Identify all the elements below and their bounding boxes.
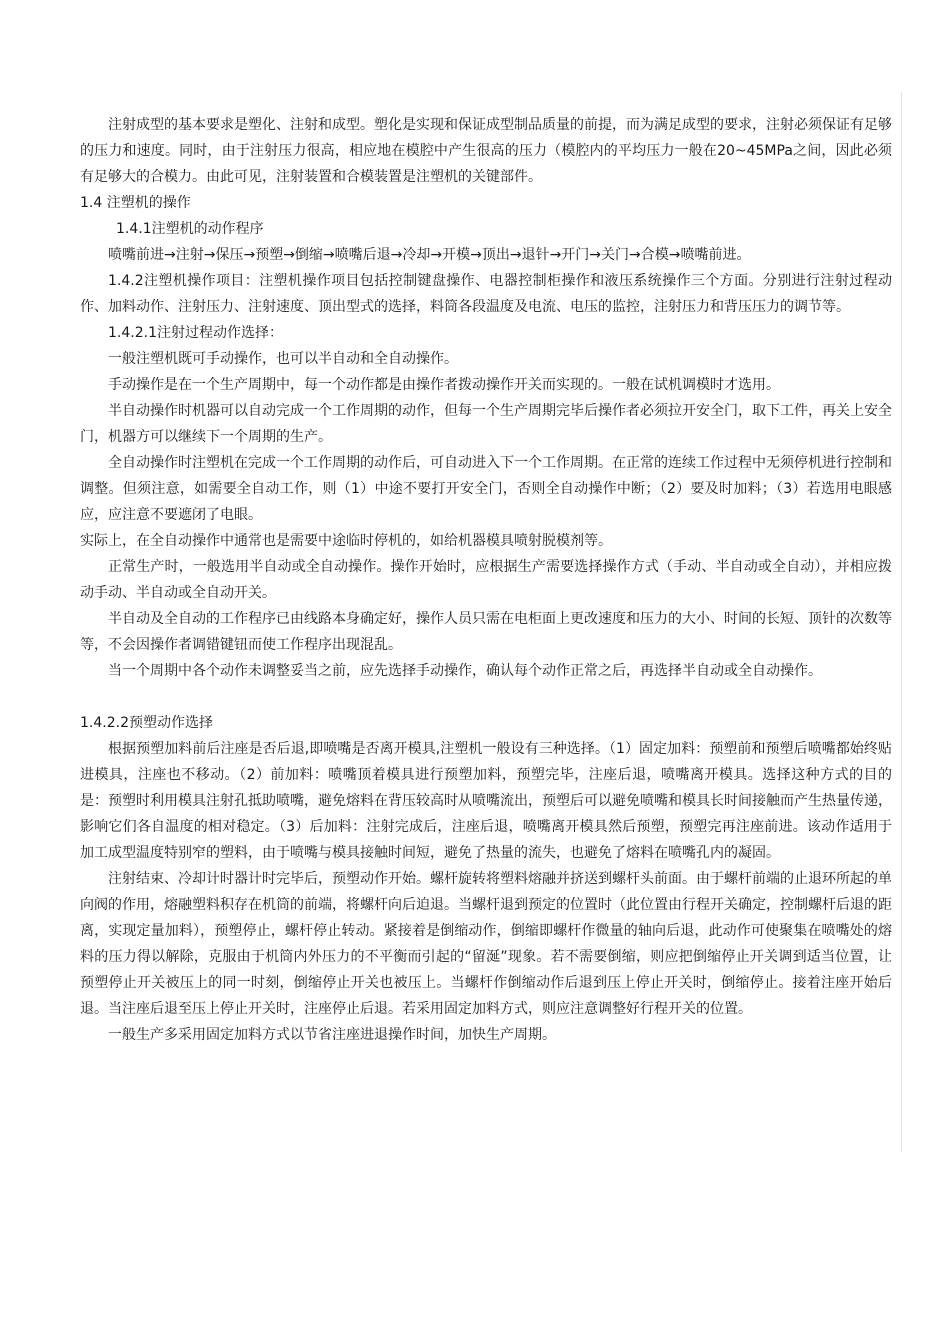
paragraph-screw-process: 注射结束、冷却计时器计时完毕后，预塑动作开始。螺杆旋转将塑料熔融并挤送到螺杆头前面。由于螺杆前端的止退环所起的单向阀的作用，熔融塑料积存在机筒的前端，将螺杆向后迫退。当螺杆退到预定的位置时（此位置由行程开关确定，控制螺杆后退的距离，实现定量加料），预塑停止，螺杆停止转动。紧接着是倒缩动作，倒缩即螺杆作微量的轴向后退，此动作可使聚集在喷嘴处的熔料的压力得以解除，克服由于机筒内外压力的不平衡而引起的“留涎”现象。若不需要倒缩，则应把倒缩停止开关调到适当位置，让预塑停止开关被压上的同一时刻，倒缩停止开关也被压上。当螺杆作倒缩动作后退到压上停止开关时，倒缩停止。接着注座开始后退。当注座后退至压上停止开关时，注座停止后退。若采用固定加料方式，则应注意调整好行程开关的位置。 — [80, 871, 892, 1017]
paragraph-program-fixed: 半自动及全自动的工作程序已由线路本身确定好，操作人员只需在电柜面上更改速度和压力的大小、时间的长短、顶针的次数等等，不会因操作者调错键钮而使工作程序出现混乱。 — [80, 611, 892, 653]
blank-line — [80, 684, 892, 710]
page-edge-line — [901, 92, 902, 1152]
paragraph-semi-auto-mode: 半自动操作时机器可以自动完成一个工作周期的动作，但每一个生产周期完毕后操作者必须拉开安全门，取下工件，再关上安全门，机器方可以继续下一个周期的生产。 — [80, 403, 892, 445]
paragraph-fixed-feeding: 一般生产多采用固定加料方式以节省注座进退操作时间，加快生产周期。 — [108, 1027, 556, 1043]
paragraph-manual-mode: 手动操作是在一个生产周期中，每一个动作都是由操作者拨动操作开关而实现的。一般在试机调模时才选用。 — [108, 377, 780, 393]
section-heading-1-4-1: 1.4.1注塑机的动作程序 — [116, 221, 264, 237]
paragraph-general-modes: 一般注塑机既可手动操作，也可以半自动和全自动操作。 — [108, 351, 458, 367]
paragraph-action-sequence: 喷嘴前进→注射→保压→预塑→倒缩→喷嘴后退→冷却→开模→顶出→退针→开门→关门→合模→喷嘴前进。 — [108, 247, 751, 263]
section-heading-1-4: 1.4 注塑机的操作 — [80, 195, 191, 211]
paragraph-preplastic-options: 根据预塑加料前后注座是否后退,即喷嘴是否离开模具,注塑机一般设有三种选择。（1）固定加料：预塑前和预塑后喷嘴都始终贴进模具，注座也不移动。（2）前加料：喷嘴顶着模具进行预塑加料，预塑完毕，注座后退，喷嘴离开模具。选择这种方式的目的是：预塑时利用模具注射孔抵助喷嘴，避免熔料在背压较高时从喷嘴流出，预塑后可以避免喷嘴和模具长时间接触而产生热量传递，影响它们各自温度的相对稳定。（3）后加料：注射完成后，注座后退，喷嘴离开模具然后预塑，预塑完再注座前进。该动作适用于加工成型温度特别窄的塑料，由于喷嘴与模具接触时间短，避免了热量的流失，也避免了熔料在喷嘴孔内的凝固。 — [80, 741, 892, 861]
section-heading-1-4-2-1: 1.4.2.1注射过程动作选择： — [108, 325, 283, 341]
paragraph-operation-items: 1.4.2注塑机操作项目：注塑机操作项目包括控制键盘操作、电器控制柜操作和液压系统操作三个方面。分别进行注射过程动作、加料动作、注射压力、注射速度、顶出型式的选择，料筒各段温度及电流、电压的监控，注射压力和背压压力的调节等。 — [80, 273, 892, 315]
document-body — [80, 112, 892, 1048]
paragraph-normal-production: 正常生产时，一般选用半自动或全自动操作。操作开始时，应根据生产需要选择操作方式（手动、半自动或全自动），并相应拨动手动、半自动或全自动开关。 — [80, 559, 892, 601]
paragraph-manual-first: 当一个周期中各个动作未调整妥当之前，应先选择手动操作，确认每个动作正常之后，再选择半自动或全自动操作。 — [108, 663, 822, 679]
paragraph-full-auto-note: 实际上，在全自动操作中通常也是需要中途临时停机的，如给机器模具喷射脱模剂等。 — [80, 533, 612, 549]
paragraph-intro: 注射成型的基本要求是塑化、注射和成型。塑化是实现和保证成型制品质量的前提，而为满足成型的要求，注射必须保证有足够的压力和速度。同时，由于注射压力很高，相应地在模腔中产生很高的压力（模腔内的平均压力一般在20~45MPa之间，因此必须有足够大的合模力。由此可见，注射装置和合模装置是注塑机的关键部件。 — [80, 117, 892, 185]
paragraph-full-auto-mode: 全自动操作时注塑机在完成一个工作周期的动作后，可自动进入下一个工作周期。在正常的连续工作过程中无须停机进行控制和调整。但须注意，如需要全自动工作，则（1）中途不要打开安全门，否则全自动操作中断；（2）要及时加料；（3）若选用电眼感应，应注意不要遮闭了电眼。 — [80, 455, 892, 523]
section-heading-1-4-2-2: 1.4.2.2预塑动作选择 — [80, 715, 213, 731]
